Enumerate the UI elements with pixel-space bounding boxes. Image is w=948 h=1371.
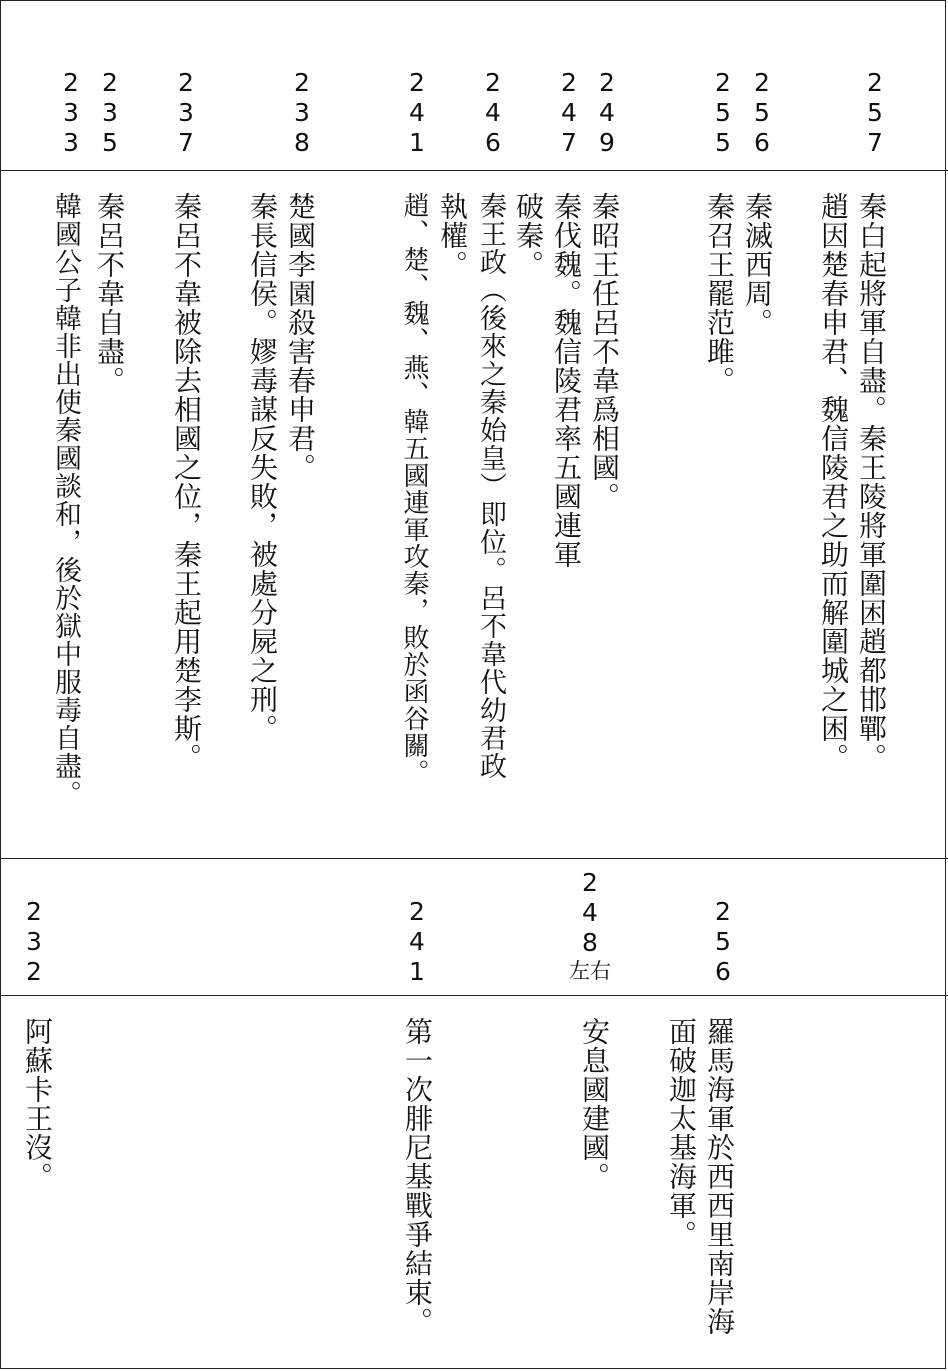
divider-bottom-years: [0, 995, 948, 996]
event-text: 羅馬海軍於西西里南岸海: [703, 1017, 736, 1336]
divider-top-years: [0, 170, 948, 171]
event-text: 安息國建國。: [578, 1017, 611, 1191]
year-label: 2 3 7: [178, 68, 194, 157]
event-text: 第一次腓尼基戰爭結束。: [401, 1017, 434, 1336]
event-text: 秦王政（後來之秦始皇）即位。呂不韋代幼君政: [475, 192, 506, 780]
event-text: 趙、楚、魏、燕、韓五國連軍攻秦，敗於函谷關。: [399, 192, 429, 786]
event-text: 秦呂不韋被除去相國之位，秦王起用楚李斯。: [170, 192, 203, 772]
year-label: 2 5 5: [715, 68, 731, 157]
year-label: 2 5 6: [715, 897, 731, 986]
year-label: 2 3 8: [294, 68, 310, 157]
event-text: 楚國李園殺害春申君。: [284, 192, 317, 482]
event-text: 秦昭王任呂不韋爲相國。: [588, 192, 621, 511]
year-note: 左右: [569, 959, 611, 983]
year-label: 2 3 3: [63, 68, 79, 157]
year-label: 2 4 8: [582, 868, 598, 957]
event-text: 秦長信侯。嫪毒謀反失敗，被處分屍之刑。: [246, 192, 279, 743]
event-text: 阿蘇卡王沒。: [21, 1017, 54, 1191]
event-text: 趙因楚春申君、魏信陵君之助而解圍城之困。: [817, 192, 850, 772]
year-label: 2 4 1: [409, 897, 425, 986]
event-text: 秦滅西周。: [741, 192, 774, 337]
event-text: 秦召王罷范雎。: [703, 192, 736, 395]
event-text: 破秦。: [512, 192, 545, 279]
year-label: 2 3 5: [102, 68, 118, 157]
year-label: 2 4 9: [599, 68, 615, 157]
year-label: 2 3 2: [26, 897, 42, 986]
event-text: 執權。: [436, 192, 469, 279]
event-text: 秦呂不韋自盡。: [93, 192, 126, 395]
year-label: 2 4 7: [561, 68, 577, 157]
year-label: 2 4 1: [409, 68, 425, 157]
divider-top-events: [0, 858, 948, 859]
event-text: 面破迦太基海軍。: [665, 1017, 698, 1249]
event-text: 韓國公子韓非出使秦國談和，後於獄中服毒自盡。: [50, 192, 81, 808]
year-label: 2 5 7: [867, 68, 883, 157]
year-label: 2 5 6: [754, 68, 770, 157]
year-label: 2 4 6: [485, 68, 501, 157]
event-text: 秦伐魏。魏信陵君率五國連軍: [550, 192, 583, 569]
event-text: 秦白起將軍自盡。秦王陵將軍圍困趙都邯鄲。: [855, 192, 888, 772]
year-label-group: [560, 868, 620, 984]
